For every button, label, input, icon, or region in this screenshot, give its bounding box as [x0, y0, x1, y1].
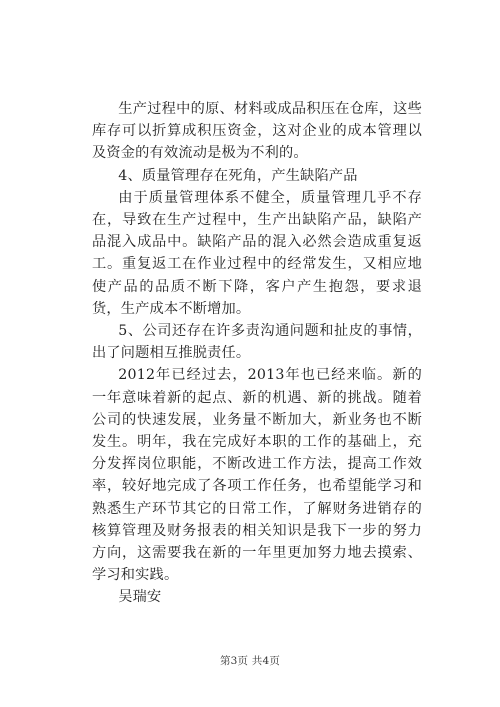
paragraph-quality: 由于质量管理体系不健全，质量管理几乎不存在，导致在生产过程中，生产出缺陷产品，缺陷产品混入成品中。缺陷产品的混入必然会造成重复返工。重复返工在作业过程中的经常发生，又相应地使产品的品质不断下降，客户产生抱怨，要求退货，生产成本不断增加。	[92, 189, 422, 317]
paragraph-communication: 5、公司还存在许多责沟通问题和扯皮的事情，出了问题相互推脱责任。	[92, 323, 422, 362]
author-signature: 吴瑞安	[118, 589, 162, 606]
paragraph-plan: 2012年已经过去，2013年也已经来临。新的一年意味着新的起点、新的机遇、新的挑战。随着公司的快速发展，业务量不断加大，新业务也不断发生。明年，我在完成好本职的工作的基础上，充分发挥岗位职能，不断改进工作方法，提高工作效率，较好地完成了各项工作任务，也希望能学习和熟悉生产环节其它的日常工作，了解财务进销存的核算管理及财务报表的相关知识是我下一步的努力方向，这需要我在新的一年里更加努力地去摸索、学习和实践。	[92, 367, 422, 584]
document-body	[92, 98, 422, 609]
page-footer: 第3页 共4页	[219, 655, 281, 667]
paragraph-inventory: 生产过程中的原、材料或成品积压在仓库，这些库存可以折算成积压资金，这对企业的成本管理以及资金的有效流动是极为不利的。	[92, 101, 422, 162]
section-heading-quality: 4、质量管理存在死角，产生缺陷产品	[118, 167, 358, 184]
